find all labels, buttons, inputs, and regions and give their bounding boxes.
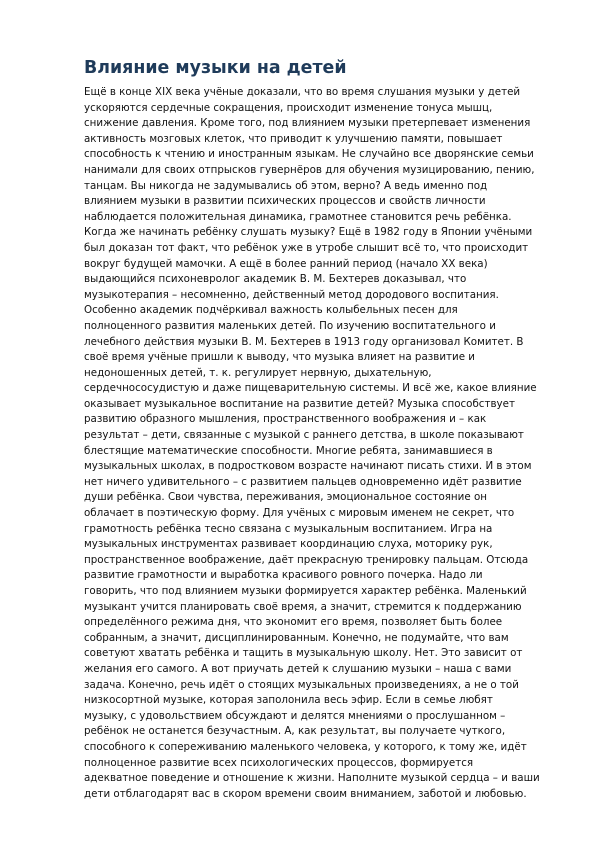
text-line: способность к чтению и иностранным языкам. Не случайно все дворянские семьи (84, 148, 534, 161)
text-line: вокруг будущей мамочки. А ещё в более ранний период (начало XX века) (84, 257, 488, 270)
text-line: музыкант учится планировать своё время, а значит, стремится к поддержанию (84, 600, 522, 613)
text-line: дети отблагодарят вас в скором времени своим вниманием, заботой и любовью. (84, 787, 527, 800)
text-line: Когда же начинать ребёнку слушать музыку? Ещё в 1982 году в Японии учёными (84, 226, 533, 239)
text-line: результат – дети, связанные с музыкой с раннего детства, в школе показывают (84, 429, 524, 442)
text-line: музыкальных инструментах развивает координацию слуха, моторику рук, (84, 538, 493, 551)
text-line: ускоряются сердечные сокращения, происходит изменение тонуса мышц, (84, 101, 493, 114)
text-line: наблюдается положительная динамика, грамотнее становится речь ребёнка. (84, 210, 512, 223)
text-line: определённого режима дня, что экономит его время, позволяет быть более (84, 616, 503, 629)
text-line: влиянием музыки в развитии психических процессов и свойств личности (84, 195, 486, 208)
text-line: грамотность ребёнка тесно связана с музыкальным воспитанием. Игра на (84, 522, 493, 535)
text-line: оказывает музыкальное воспитание на развитие детей? Музыка способствует (84, 397, 515, 410)
text-line: музыкальных школах, в подростковом возрасте начинают писать стихи. И в этом (84, 460, 532, 473)
text-line: нет ничего удивительного – с развитием пальцев одновременно идёт развитие (84, 475, 522, 488)
text-line: музыкотерапия – несомненно, действенный метод дородового воспитания. (84, 288, 499, 301)
text-line: снижение давления. Кроме того, под влиянием музыки претерпевает изменения (84, 117, 531, 130)
body-paragraph (84, 85, 544, 802)
text-line: желания его самого. А вот приучать детей к слушанию музыки – наша с вами (84, 662, 512, 675)
text-line: лечебного действия музыки В. М. Бехтерев в 1913 году организовал Комитет. В (84, 335, 524, 348)
text-line: способного к сопереживанию маленького человека, у которого, к тому же, идёт (84, 740, 527, 753)
text-line: развитию образного мышления, пространственного воображения и – как (84, 413, 487, 426)
text-line: полноценного развития маленьких детей. По изучению воспитательного и (84, 319, 496, 332)
page-title: Влияние музыки на детей (84, 58, 347, 78)
text-line: облачает в поэтическую форму. Для учёных с мировым именем не секрет, что (84, 507, 515, 520)
text-line: блестящие математические способности. Многие ребята, занимавшиеся в (84, 444, 493, 457)
text-line: ребёнок не останется безучастным. А, как результат, вы получаете чуткого, (84, 725, 506, 738)
text-line: говорить, что под влиянием музыки формируется характер ребёнка. Маленький (84, 585, 527, 597)
text-line: советуют хватать ребёнка и тащить в музыкальную школу. Нет. Это зависит от (84, 647, 523, 660)
text-line: своё время учёные пришли к выводу, что музыка влияет на развитие и (84, 351, 475, 364)
text-line: низкосортной музыке, которая заполонила весь эфир. Если в семье любят (84, 694, 493, 707)
text-line: нанимали для своих отпрысков гувернёров для обучения музицированию, пению, (84, 163, 535, 176)
text-line: адекватное поведение и отношение к жизни. Наполните музыкой сердца – и ваши (84, 772, 540, 785)
text-line: танцам. Вы никогда не задумывались об этом, верно? А ведь именно под (84, 179, 488, 192)
text-line: собранным, а значит, дисциплинированным. Конечно, не подумайте, что вам (84, 631, 509, 644)
text-line: выдающийся психоневролог академик В. М. Бехтерев доказывал, что (84, 273, 467, 286)
text-line: полноценное развитие всех психологических процессов, формируется (84, 756, 474, 769)
text-line: пространственное воображение, даёт прекрасную тренировку пальцам. Отсюда (84, 553, 529, 566)
document-page (84, 56, 544, 802)
text-line: был доказан тот факт, что ребёнок уже в утробе слышит всё то, что происходит (84, 241, 529, 254)
text-line: активность мозговых клеток, что приводит к улучшению памяти, повышает (84, 132, 503, 145)
text-line: музыку, с удовольствием обсуждают и делятся мнениями о прослушанном – (84, 709, 506, 722)
text-line: Ещё в конце XIX века учёные доказали, что во время слушания музыки у детей (84, 86, 521, 98)
text-line: недоношенных детей, т. к. регулирует нервную, дыхательную, (84, 366, 432, 379)
text-line: сердечнососудистую и даже пищеварительную системы. И всё же, какое влияние (84, 382, 537, 395)
text-line: задача. Конечно, речь идёт о стоящих музыкальных произведениях, а не о той (84, 678, 519, 691)
text-line: развитие грамотности и выработка красивого ровного почерка. Надо ли (84, 569, 483, 582)
text-line: Особенно академик подчёркивал важность колыбельных песен для (84, 304, 458, 317)
text-line: души ребёнка. Свои чувства, переживания, эмоциональное состояние он (84, 491, 487, 504)
